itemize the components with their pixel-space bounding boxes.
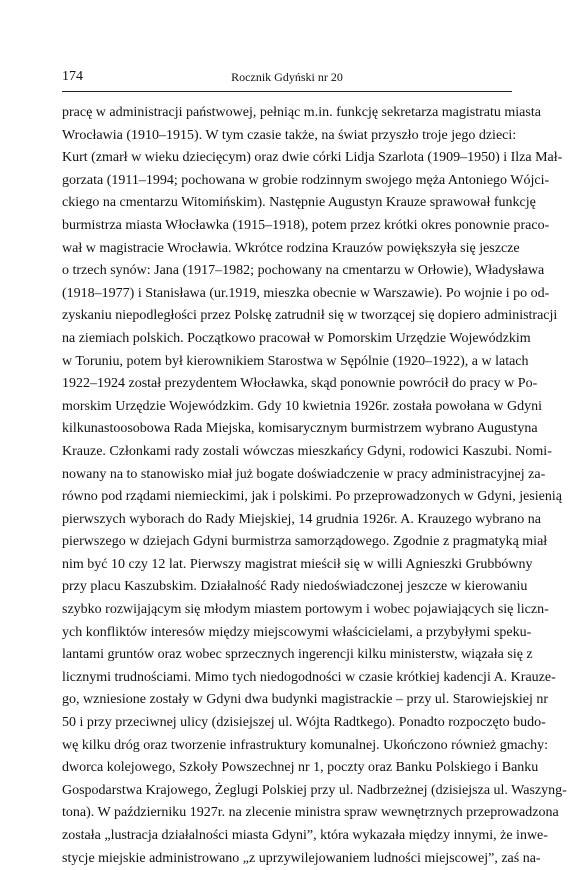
running-title: Rocznik Gdyński nr 20 [231,70,343,84]
text-line: gorzata (1911–1994; pochowana w grobie rodzinnym swojego męża Antoniego Wójci- [62,172,550,188]
text-line: zyskaniu niepodległości przez Polskę zatrudnił się w tworzącej się dopiero administracji [62,308,558,324]
page-number: 174 [62,69,83,84]
text-line: równo pod rządami niemieckimi, jak i polskimi. Po przeprowadzonych w Gdyni, jesienią [62,489,562,505]
text-line: pierwszych wyborach do Rady Miejskiej, 14 grudnia 1926r. A. Krauzego wybrano na [62,511,541,527]
text-line: kilkunastoosobowa Rada Miejska, komisarycznym burmistrzem wybrano Augustyna [62,421,538,437]
text-line: Wrocławia (1910–1915). W tym czasie także, na świat przyszło troje jego dzieci: [62,127,517,143]
text-line: ych konfliktów interesów między miejscowymi właścicielami, a przybyłymi speku- [62,624,532,640]
text-line: przy placu Kaszubskim. Działalność Rady niedoświadczonej jeszcze w kierowaniu [62,579,528,595]
page-header [62,68,512,88]
text-line: dworca kolejowego, Szkoły Powszechnej nr 1, poczty oraz Banku Polskiego i Banku [62,760,539,776]
text-line: (1918–1977) i Stanisława (ur.1919, mieszka obecnie w Warszawie). Po wojnie i po od- [62,285,550,301]
text-line: burmistrza miasta Włocławka (1915–1918), potem przez krótki okres ponownie praco- [62,217,550,233]
text-line: morskim Urzędzie Wojewódzkim. Gdy 10 kwietnia 1926r. została powołana w Gdyni [62,398,542,414]
text-line: stycje miejskie administrowano „z uprzywilejowaniem ludności miejscowej”, zaś na- [62,850,541,866]
text-line: licznymi trudnościami. Mimo tych niedogodności w czasie krótkiej kadencji A. Krauze- [62,669,556,685]
text-line: go, wzniesione zostały w Gdyni dwa budynki magistrackie – przy ul. Starowiejskiej nr [62,692,549,708]
text-line: nim być 10 czy 12 lat. Pierwszy magistrat mieścił się w willi Agnieszki Grubbówny [62,556,533,572]
text-line: pierwszego w dziejach Gdyni burmistrza samorządowego. Zgodnie z pragmatyką miał [62,534,548,550]
text-line: 1922–1924 został prezydentem Włocławka, skąd ponownie powrócił do pracy w Po- [62,376,538,392]
text-line: ckiego na cmentarzu Witomińskim). Następnie Augustyn Krauze sprawował funkcję [62,195,536,211]
text-line: 50 i przy przeciwnej ulicy (dzisiejszej ul. Wójta Radtkego). Ponadto rozpoczęto budo- [62,715,546,731]
header-rule [62,91,512,92]
text-line: w Toruniu, potem był kierownikiem Starostwa w Sępólnie (1920–1922), a w latach [62,353,529,369]
text-line: lantami gruntów oraz wobec sprzecznych ingerencji kilku ministerstw, wiązała się z [62,647,533,663]
body-text [62,102,567,870]
text-line: o trzech synów: Jana (1917–1982; pochowany na cmentarzu w Orłowie), Władysława [62,263,545,279]
text-line: Gospodarstwa Krajowego, Żeglugi Polskiej przy ul. Nadbrzeżnej (dzisiejsza ul. Waszyng- [62,782,567,798]
text-line: Kurt (zmarł w wieku dziecięcym) oraz dwie córki Lidja Szarlota (1909–1950) i Ilza Mał- [62,150,563,166]
text-line: pracę w administracji państwowej, pełniąc m.in. funkcję sekretarza magistratu miasta [62,105,541,120]
text-line: została „lustracja działalności miasta Gdyni”, która wykazała między innymi, że inwe- [62,828,548,843]
text-line: Krauze. Członkami rady zostali wówczas mieszkańcy Gdyni, rodowici Kaszubi. Nomi- [62,443,552,459]
text-line: szybko rozwijającym się młodym miastem portowym i wobec pojawiających się liczn- [62,602,549,618]
text-line: na ziemiach polskich. Początkowo pracował w Pomorskim Urzędzie Wojewódzkim [62,330,531,346]
text-line: wę kilku dróg oraz tworzenie infrastruktury komunalnej. Ukończono również gmachy: [62,737,548,753]
text-line: nowany na to stanowisko miał już bogate doświadczenie w pracy administracyjnej za- [62,466,546,482]
text-line: tona). W październiku 1927r. na zlecenie ministra spraw wewnętrznych przeprowadzona [62,805,559,821]
text-line: wał w magistracie Wrocławia. Wkrótce rodzina Krauzów powiększyła się jeszcze [62,240,520,256]
